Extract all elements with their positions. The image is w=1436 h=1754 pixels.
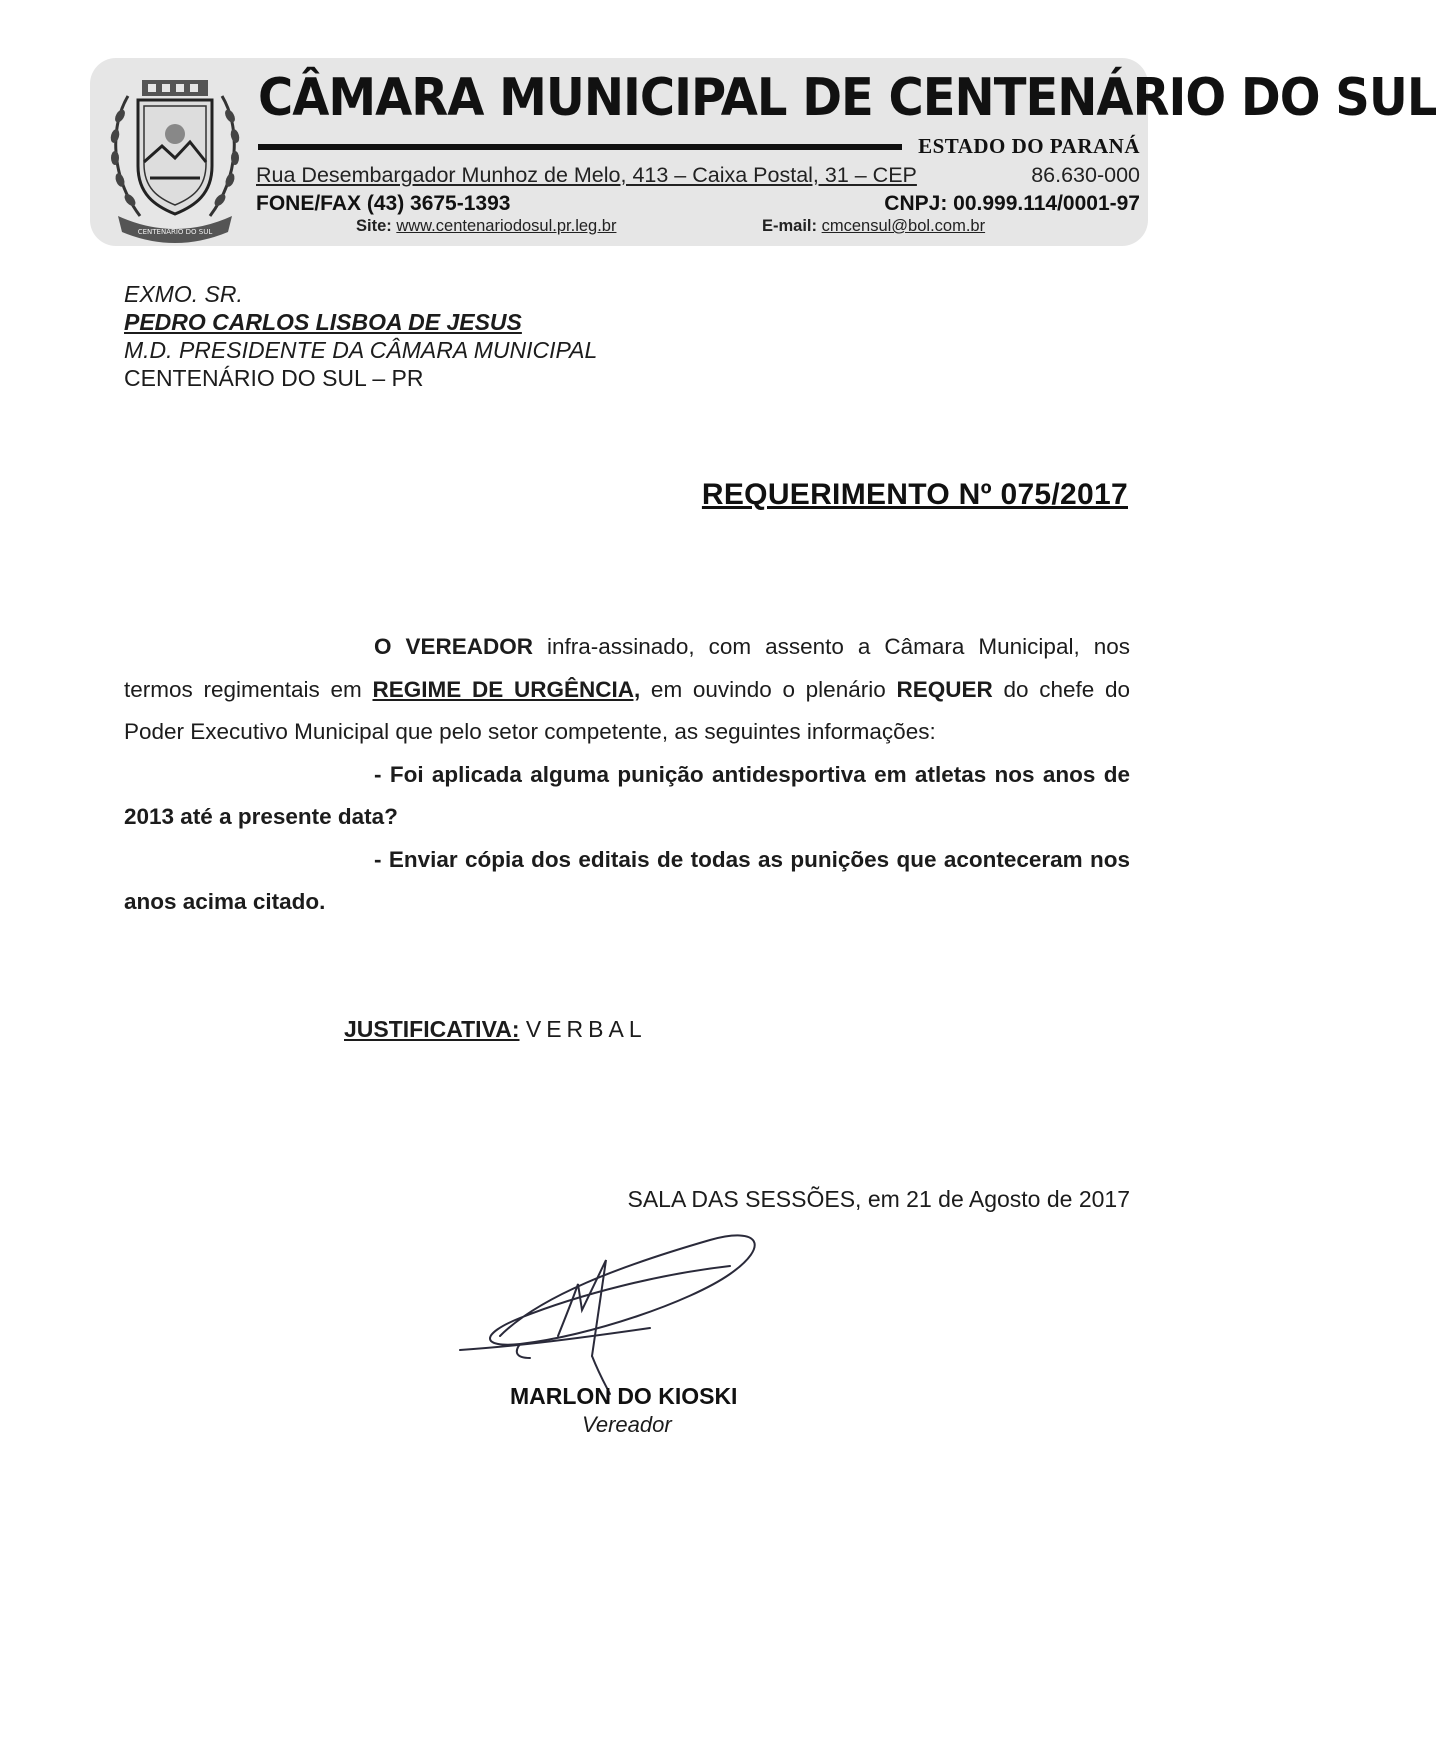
email-line: [762, 217, 985, 236]
requer-label: REQUER: [896, 676, 993, 702]
address-line: [256, 163, 1140, 188]
document-title: REQUERIMENTO Nº 075/2017: [701, 478, 1128, 511]
svg-text:CENTENÁRIO DO SUL: CENTENÁRIO DO SUL: [137, 228, 213, 236]
salutation: EXMO. SR.: [124, 281, 243, 307]
site-label: Site:: [356, 217, 397, 235]
paragraph-text-a: infra-assinado, com assento a Câmara Municipal, nos termos regimentais em: [124, 634, 1130, 702]
site-line: [356, 217, 616, 236]
justification-label: JUSTIFICATIVA:: [344, 1016, 520, 1042]
addressee-block: [124, 280, 597, 392]
addressee-name: PEDRO CARLOS LISBOA DE JESUS: [124, 309, 522, 335]
chamber-title: CÂMARA MUNICIPAL DE CENTENÁRIO DO SUL: [258, 67, 1436, 129]
signer-role: Vereador: [582, 1412, 672, 1437]
signer-name: MARLON DO KIOSKI: [510, 1383, 738, 1409]
cep-number: 86.630-000: [1031, 163, 1140, 187]
vereador-label: O VEREADOR: [374, 634, 534, 659]
urgency-label: REGIME DE URGÊNCIA,: [372, 676, 641, 702]
justification-value: VERBAL: [525, 1016, 647, 1042]
request-paragraph: [124, 626, 1130, 754]
session-date: SALA DAS SESSÕES, em 21 de Agosto de 2017: [627, 1186, 1130, 1212]
paragraph-text-c: do chefe do Poder Executivo Municipal que pelo setor competente, as seguintes informações:: [124, 676, 1130, 744]
handwritten-signature-icon: [460, 1226, 820, 1396]
request-body: [124, 626, 1130, 924]
email-label: E-mail:: [762, 217, 822, 235]
site-link[interactable]: www.centenariodosul.pr.leg.br: [396, 217, 617, 235]
cnpj-line: CNPJ: 00.999.114/0001-97: [884, 192, 1140, 215]
phone-line: FONE/FAX (43) 3675-1393: [256, 192, 511, 215]
addressee-city: CENTENÁRIO DO SUL – PR: [124, 365, 424, 391]
justification-line: [344, 1016, 647, 1043]
question-2: - Enviar cópia dos editais de todas as punições que aconteceram nos anos acima citado.: [124, 846, 1130, 914]
paragraph-text-b: em ouvindo o plenário: [640, 676, 897, 702]
state-name: ESTADO DO PARANÁ: [918, 134, 1140, 158]
municipal-crest-icon: [100, 66, 250, 244]
address-text: Rua Desembargador Munhoz de Melo, 413 – Caixa Postal, 31 – CEP: [256, 163, 917, 187]
header-divider: [258, 144, 902, 150]
addressee-position: M.D. PRESIDENTE DA CÂMARA MUNICIPAL: [124, 337, 598, 363]
question-1: - Foi aplicada alguma punição antidesportiva em atletas nos anos de 2013 até a presente data?: [124, 761, 1130, 829]
email-link[interactable]: cmcensul@bol.com.br: [821, 217, 986, 235]
